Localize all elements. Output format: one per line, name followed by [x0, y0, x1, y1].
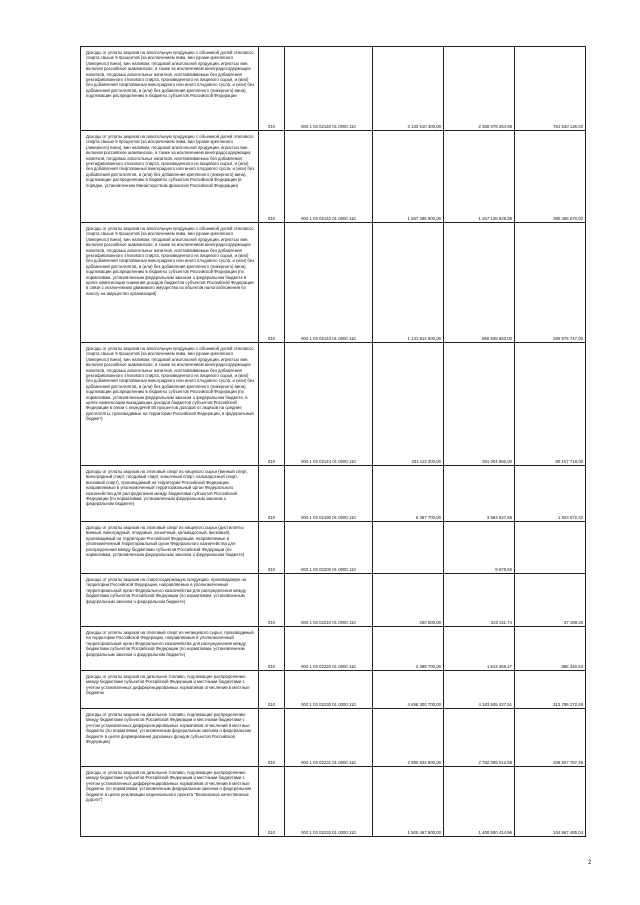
row-budget-code: 000 1 03 02200 01 0000 110 [285, 522, 373, 574]
row-description [81, 131, 259, 223]
row-unexecuted-amount: 313 795 272,49 [515, 671, 586, 709]
row-budget-code: 000 1 03 02210 01 0000 110 [285, 574, 373, 627]
row-executed-amount: 2 368 079 264,98 [444, 47, 515, 131]
row-approved-amount [373, 522, 444, 574]
row-approved-amount: 1 505 467 900,00 [373, 767, 444, 837]
row-unexecuted-amount: 886 340,53 [515, 627, 586, 671]
row-description-text: Доходы от уплаты акцизов на алкогольную продукцию с объемной долей этилового спирта свыше 9 процентов (за исключением пива, вин (кроме крепленого (ликерного) вина), вин наливом, плодовой алкогольной продукции, игристых вин, включая российское шампанское, а также за исключением виноградосодержащих напитков, плодовых алкогольных напитков, изготавливаемых без добавления ректификованного этилового спирта, произведенного из пищевого сырья, и (или) без добавления спиртованных виноградного или иного плодового сусла, и (или) без добавления дистиллятов, и (или) без добавления крепленого (ликерного) вина), подлежащие распределению в бюджеты субъектов Российской Федерации (по нормативам, установленным федеральным законом о федеральном бюджете, в целях компенсации выпадающих доходов бюджетов субъектов Российской Федерации в связи с передачей 50 процентов доходов от акцизов на средние дистилляты, производимые на территории Российской Федерации, в федеральный бюджет) [86, 346, 255, 422]
row-approved-amount: 4 496 300 700,00 [373, 671, 444, 709]
row-unexecuted-amount: 761 540 136,02 [515, 47, 586, 131]
table-row [81, 522, 586, 574]
row-line-code: 010 [259, 574, 285, 627]
row-executed-amount: 8 678,56 [444, 522, 515, 574]
row-description-text: Доходы от уплаты акцизов на алкогольную продукцию с объемной долей этилового спирта свыше 9 процентов (за исключением пива, вин (кроме крепленого (ликерного) вина), вин наливом, плодовой алкогольной продукции, игристых вин, включая российское шампанское, а также за исключением виноградосодержащих напитков, плодовых алкогольных напитков, изготавливаемых без добавления ректификованного этилового спирта, произведенного из пищевого сырья, и (или) без добавления спиртованных виноградного или иного плодового сусла, и (или) без добавления дистиллятов, и (или) без добавления крепленого (ликерного) вина), подлежащие распределению в бюджеты субъектов Российской Федерации (в порядке, установленном Министерством финансов Российской Федерации) [86, 134, 255, 188]
row-description-text: Доходы от уплаты акцизов на алкогольную продукцию с объемной долей этилового спирта свыше 9 процентов (за исключением пива, вин (кроме крепленого (ликерного) вина), вин наливом, плодовой алкогольной продукции, игристых вин, включая российское шампанское, а также за исключением виноградосодержащих напитков, плодовых алкогольных напитков, изготавливаемых без добавления ректификованного этилового спирта, произведенного из пищевого сырья, и (или) без добавления спиртованных виноградного или иного плодового сусла, и (или) без добавления дистиллятов, и (или) без добавления крепленого (ликерного) вина), подлежащие распределению в бюджеты субъектов Российской Федерации [86, 50, 255, 99]
row-line-code: 010 [259, 47, 285, 131]
table-row [81, 131, 586, 223]
row-budget-code: 000 1 03 02143 01 0000 110 [285, 223, 373, 343]
row-line-code: 010 [259, 671, 285, 709]
row-description [81, 767, 259, 837]
row-approved-amount: 331 112 300,00 [373, 343, 444, 466]
table-row [81, 574, 586, 627]
row-executed-amount: 4 183 505 427,51 [444, 671, 515, 709]
row-unexecuted-amount: 80 107 718,00 [515, 343, 586, 466]
row-unexecuted-amount: 390 456 070,02 [515, 131, 586, 223]
page-number: 2 [588, 860, 592, 866]
row-unexecuted-amount: 280 975 747,00 [515, 223, 586, 343]
row-approved-amount: 1 131 814 600,00 [373, 223, 444, 343]
row-description [81, 343, 259, 466]
row-approved-amount: 2 399 700,00 [373, 627, 444, 671]
row-description [81, 627, 259, 671]
table-row [81, 466, 586, 522]
row-line-code: 010 [259, 767, 285, 837]
row-budget-code: 000 1 03 02142 01 0000 110 [285, 131, 373, 223]
row-unexecuted-amount: 208 827 787,49 [515, 709, 586, 767]
row-description-text: Доходы от уплаты акцизов на этиловый спирт из непищевого сырья, производимый на территории Российской Федерации, направляемые в уполномоченный территориальный орган Федерального казначейства для распределения между бюджетами субъектов Российской Федерации (по нормативам, установленным федеральным законом о федеральном бюджете) [86, 630, 254, 657]
row-description-text: Доходы от уплаты акцизов на спиртосодержащую продукцию, производимую на территории Российской Федерации, направляемые в уполномоченный территориальный орган Федерального казначейства для распределения между бюджетами субъектов Российской Федерации (по нормативам, установленным федеральным законом о федеральном бюджете) [86, 577, 247, 604]
table-row [81, 47, 586, 131]
row-line-code: 010 [259, 131, 285, 223]
row-executed-amount: 3 563 627,68 [444, 466, 515, 522]
row-line-code: 010 [259, 343, 285, 466]
row-approved-amount: 1 657 385 900,00 [373, 131, 444, 223]
row-description [81, 522, 259, 574]
row-line-code: 010 [259, 223, 285, 343]
row-description [81, 671, 259, 709]
row-description [81, 223, 259, 343]
row-line-code: 010 [259, 627, 285, 671]
row-description-text: Доходы от уплаты акцизов на дизельное топливо, подлежащие распределению между бюджетами субъектов Российской Федерации и местными бюджетами с учетом установленных дифференцированных нормативов отчислений в местные бюджеты (по нормативам, установленным федеральным законом о федеральном бюджете в целях реализации национального проекта "Безопасные качественные дороги") [86, 770, 251, 803]
row-description [81, 709, 259, 767]
report-sheet [80, 46, 585, 837]
row-description-text: Доходы от уплаты акцизов на дизельное топливо, подлежащие распределению между бюджетами субъектов Российской Федерации и местными бюджетами с учетом установленных дифференцированных нормативов отчислений в местные бюджеты [86, 674, 250, 696]
row-unexecuted-amount [515, 522, 586, 574]
row-approved-amount: 2 990 832 800,00 [373, 709, 444, 767]
row-line-code: 010 [259, 709, 285, 767]
row-budget-code: 000 1 03 02220 01 0000 110 [285, 627, 373, 671]
row-budget-code: 000 1 03 02231 01 0000 110 [285, 709, 373, 767]
row-unexecuted-amount: 37 188,26 [515, 574, 586, 627]
table-row [81, 223, 586, 343]
row-executed-amount: 1 267 138 829,98 [444, 131, 515, 223]
row-budget-code: 000 1 03 02232 01 0000 110 [285, 767, 373, 837]
row-executed-amount: 1 513 359,47 [444, 627, 515, 671]
row-budget-code: 000 1 03 02190 01 0000 110 [285, 466, 373, 522]
row-description [81, 47, 259, 131]
row-executed-amount: 251 004 582,00 [444, 343, 515, 466]
row-executed-amount: 1 400 500 414,96 [444, 767, 515, 837]
table-row [81, 767, 586, 837]
row-description-text: Доходы от уплаты акцизов на этиловый спирт из пищевого сырья (винный спирт, виноградный спирт, плодовый спирт, коньячный спирт, кальвадосный спирт, висковый спирт), производимый на территории Российской Федерации, направляемые в уполномоченный территориальный орган Федерального казначейства для распределения между бюджетами субъектов Российской Федерации (по нормативам, установленным федеральным законом о федеральном бюджете) [86, 469, 248, 507]
table-row [81, 627, 586, 671]
row-approved-amount: 5 387 700,00 [373, 466, 444, 522]
table-row [81, 671, 586, 709]
row-budget-code: 000 1 03 02230 01 0000 110 [285, 671, 373, 709]
row-unexecuted-amount: 104 967 485,04 [515, 767, 586, 837]
row-description [81, 574, 259, 627]
row-executed-amount: 850 839 853,00 [444, 223, 515, 343]
row-executed-amount: 2 782 005 012,58 [444, 709, 515, 767]
row-description-text: Доходы от уплаты акцизов на дизельное топливо, подлежащие распределению между бюджетами субъектов Российской Федерации и местными бюджетами с учетом установленных дифференцированных нормативов отчислений в местные бюджеты (по нормативам, установленным федеральным законом о федеральном бюджете в целях формирования дорожных фондов субъектов Российской Федерации) [86, 712, 251, 745]
table-row [81, 343, 586, 466]
row-budget-code: 000 1 03 02140 01 0000 110 [285, 47, 373, 131]
row-unexecuted-amount: 1 823 072,32 [515, 466, 586, 522]
revenue-table-body [81, 47, 586, 837]
row-description [81, 466, 259, 522]
row-executed-amount: 223 311,74 [444, 574, 515, 627]
row-budget-code: 000 1 03 02144 01 0000 110 [285, 343, 373, 466]
row-approved-amount: 3 133 610 400,00 [373, 47, 444, 131]
table-row [81, 709, 586, 767]
row-description-text: Доходы от уплаты акцизов на алкогольную продукцию с объемной долей этилового спирта свыше 9 процентов (за исключением пива, вин (кроме крепленого (ликерного) вина), вин наливом, плодовой алкогольной продукции, игристых вин, включая российское шампанское, а также за исключением виноградосодержащих напитков, плодовых алкогольных напитков, изготавливаемых без добавления ректификованного этилового спирта, произведенного из пищевого сырья, и (или) без добавления спиртованных виноградного или иного плодового сусла, и (или) без добавления дистиллятов, и (или) без добавления крепленого (ликерного) вина), подлежащие распределению в бюджеты субъектов Российской Федерации (по нормативам, установленным федеральным законом о федеральном бюджете в целях компенсации снижения доходов бюджетов субъектов Российской Федерации в связи с исключением движимого имущества из объектов налогообложения по налогу на имущество организаций) [86, 226, 255, 296]
row-line-code: 010 [259, 522, 285, 574]
row-line-code: 010 [259, 466, 285, 522]
row-approved-amount: 260 500,00 [373, 574, 444, 627]
row-description-text: Доходы от уплаты акцизов на этиловый спирт из пищевого сырья (дистилляты винный, виноградный, плодовый, коньячный, кальвадосный, висковый), производимый на территории Российской Федерации, направляемые в уполномоченный территориальный орган Федерального казначейства для распределения между бюджетами субъектов Российской Федерации (по нормативам, установленным федеральным законом о федеральном бюджете) [86, 525, 245, 558]
revenue-table [80, 46, 586, 837]
